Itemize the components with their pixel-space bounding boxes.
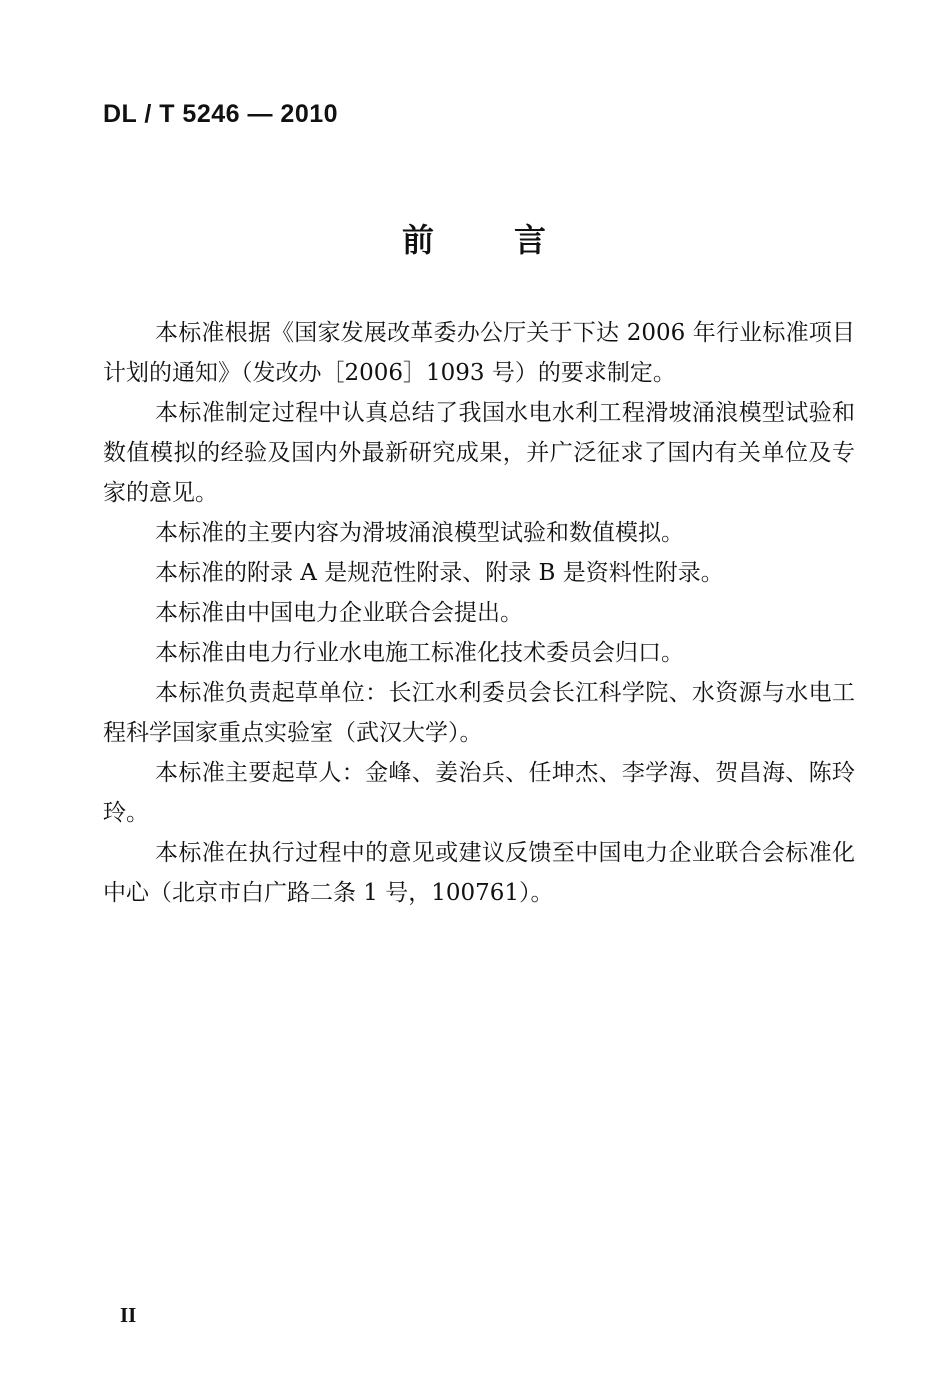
title-char-2: 言 (514, 221, 549, 259)
paragraph: 本标准的附录 A 是规范性附录、附录 B 是资料性附录。 (155, 560, 724, 586)
paragraph: 本标准在执行过程中的意见或建议反馈至中国电力企业联合会标准化中心（北京市白广路二条 1 号，100761）。 (103, 840, 855, 906)
paragraph: 本标准的主要内容为滑坡涌浪模型试验和数值模拟。 (155, 520, 684, 546)
paragraph: 本标准由中国电力企业联合会提出。 (155, 600, 523, 626)
title-char-1: 前 (401, 221, 436, 259)
foreword-body (103, 313, 855, 913)
paragraph: 本标准由电力行业水电施工标准化技术委员会归口。 (155, 640, 684, 666)
standard-number: DL / T 5246 — 2010 (103, 100, 339, 128)
page-title (0, 215, 950, 261)
paragraph: 本标准根据《国家发展改革委办公厅关于下达 2006 年行业标准项目计划的通知》（发改办［2006］1093 号）的要求制定。 (103, 320, 855, 386)
paragraph: 本标准制定过程中认真总结了我国水电水利工程滑坡涌浪模型试验和数值模拟的经验及国内外最新研究成果，并广泛征求了国内有关单位及专家的意见。 (103, 400, 855, 506)
paragraph: 本标准主要起草人：金峰、姜治兵、任坤杰、李学海、贺昌海、陈玲玲。 (103, 760, 855, 826)
paragraph: 本标准负责起草单位：长江水利委员会长江科学院、水资源与水电工程科学国家重点实验室（武汉大学）。 (103, 680, 855, 746)
page-number: II (120, 1303, 137, 1327)
